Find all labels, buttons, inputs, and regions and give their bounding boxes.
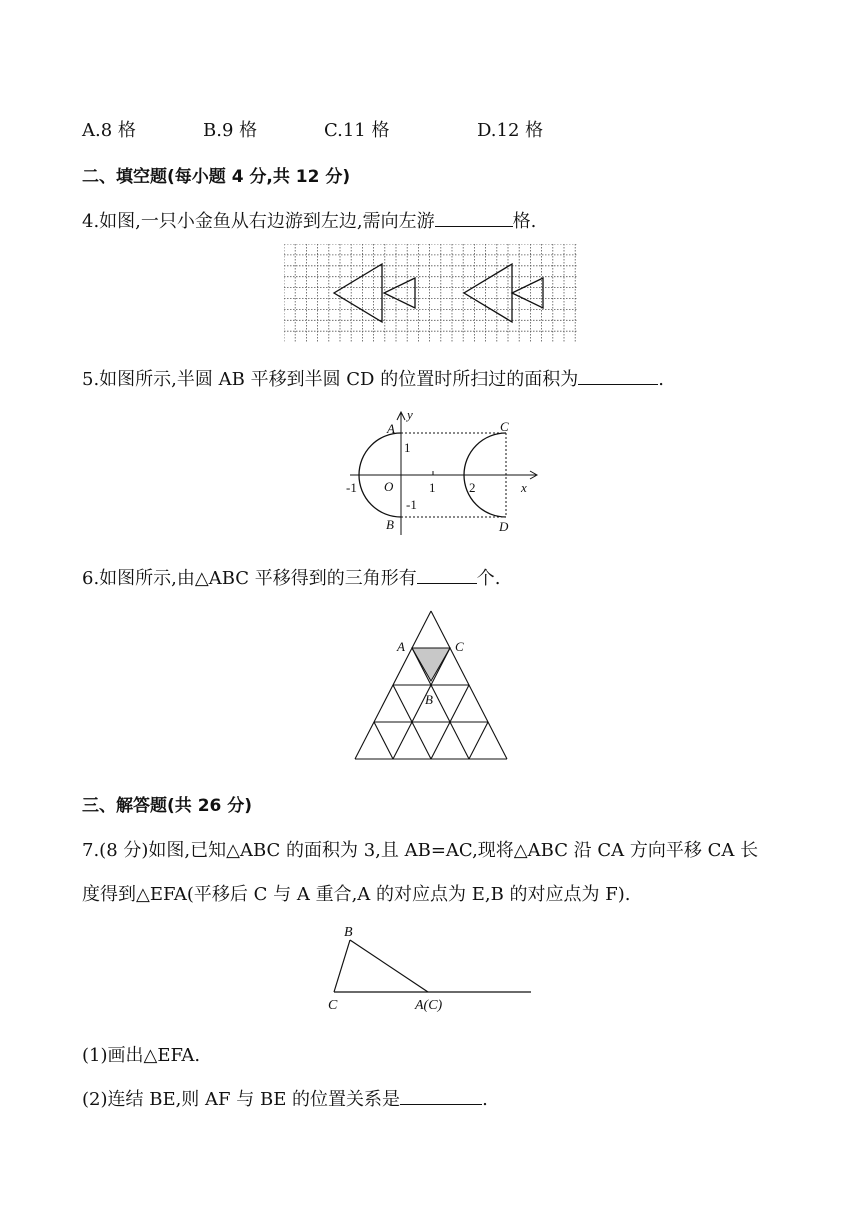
label-D: D: [499, 519, 509, 534]
label-A-C: A(C): [415, 998, 443, 1013]
label-C: C: [328, 998, 338, 1013]
label-C: C: [455, 639, 464, 654]
fish-left-body: [464, 264, 512, 322]
label-B: B: [425, 692, 433, 707]
lattice-line: [374, 722, 393, 759]
question-4-suffix: 格.: [512, 211, 537, 232]
label-2-x: 2: [469, 480, 476, 495]
label-y: y: [407, 407, 413, 422]
answer-blank[interactable]: [435, 210, 513, 227]
question-7-part-2: [82, 1085, 488, 1111]
label-neg1-y: -1: [406, 497, 417, 512]
question-6-suffix: 个.: [476, 568, 501, 589]
semicircle-translation-figure: [340, 405, 540, 540]
side-cb: [334, 940, 350, 992]
question-5: [82, 365, 664, 391]
lattice-line: [469, 722, 488, 759]
label-1-x: 1: [429, 480, 436, 495]
label-x: x: [521, 480, 527, 495]
goldfish-grid-figure: [284, 244, 578, 342]
fish-left-tail: [512, 278, 543, 308]
label-B: B: [386, 517, 394, 532]
section-heading-answer: 三、解答题(共 26 分): [82, 796, 253, 816]
option-c: C.11 格: [324, 120, 390, 141]
question-5-text: 5.如图所示,半圆 AB 平移到半圆 CD 的位置时所扫过的面积为: [82, 369, 579, 390]
question-7-part-1: (1)画出△EFA.: [82, 1045, 201, 1066]
label-neg1-x: -1: [346, 480, 357, 495]
answer-blank[interactable]: [578, 368, 658, 385]
triangle-grid-figure: [340, 605, 520, 763]
label-C: C: [500, 419, 509, 434]
fish-right-body: [334, 264, 382, 322]
label-B: B: [344, 925, 353, 940]
section-heading-fill-in: 二、填空题(每小题 4 分,共 12 分): [82, 167, 351, 187]
question-4: [82, 207, 536, 233]
answer-blank[interactable]: [400, 1088, 482, 1105]
label-O: O: [384, 479, 394, 494]
label-1-y: 1: [404, 440, 411, 455]
question-7-line-2: 度得到△EFA(平移后 C 与 A 重合,A 的对应点为 E,B 的对应点为 F).: [82, 884, 631, 905]
question-6-text: 6.如图所示,由△ABC 平移得到的三角形有: [82, 568, 417, 589]
question-6: [82, 564, 501, 590]
option-d: D.12 格: [477, 120, 544, 141]
side-ba: [350, 940, 428, 992]
triangle-translation-figure: [320, 920, 540, 1015]
label-A: A: [387, 421, 395, 436]
shaded-triangle-abc: [412, 648, 450, 681]
option-b: B.9 格: [203, 120, 258, 141]
fish-right-tail: [384, 278, 415, 308]
question-7-part-2-text: (2)连结 BE,则 AF 与 BE 的位置关系是: [82, 1089, 401, 1110]
question-7-part-2-suffix: .: [482, 1089, 488, 1110]
question-5-suffix: .: [658, 369, 664, 390]
answer-blank[interactable]: [417, 567, 477, 584]
label-A: A: [397, 639, 405, 654]
option-a: A.8 格: [82, 120, 136, 141]
question-7-line-1: 7.(8 分)如图,已知△ABC 的面积为 3,且 AB=AC,现将△ABC 沿 CA 方向平移 CA 长: [82, 840, 759, 861]
question-4-text: 4.如图,一只小金鱼从右边游到左边,需向左游: [82, 211, 435, 232]
